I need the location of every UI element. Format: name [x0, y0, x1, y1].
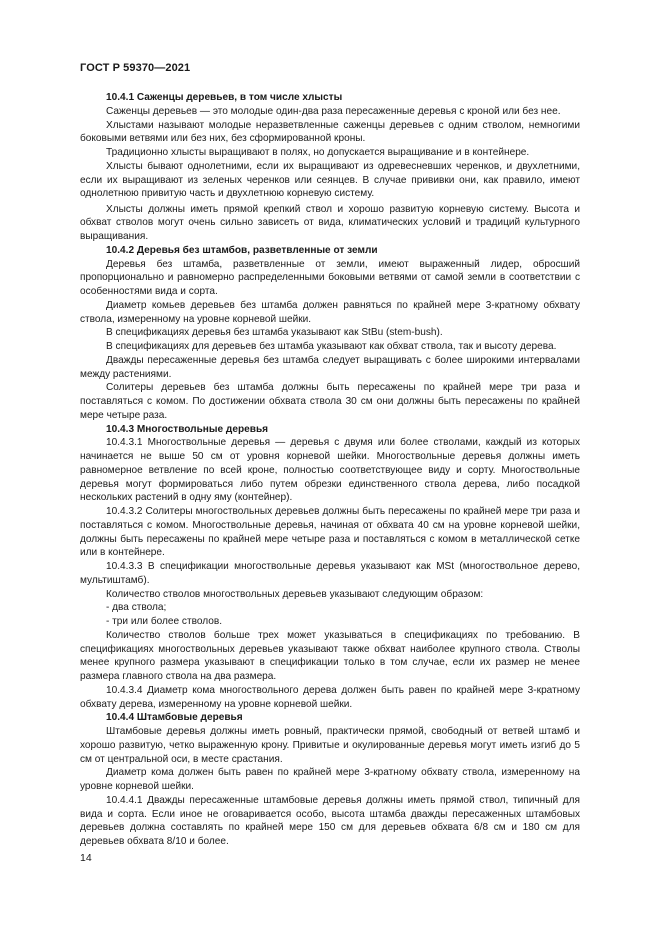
paragraph: В спецификациях деревья без штамба указывают как StBu (stem-bush).	[106, 327, 443, 339]
paragraph: Традиционно хлысты выращивают в полях, но допускается выращивание и в контейнере.	[106, 147, 530, 158]
paragraph: 10.4.3.4 Диаметр кома многоствольного дерева должен быть равен по крайней мере 3-кратному обхвату дерева, измеренному на уровне корневой шейки.	[80, 684, 580, 710]
section-heading: 10.4.1 Саженцы деревьев, в том числе хлысты	[106, 92, 343, 103]
paragraph: Диаметр кома должен быть равен по крайней мере 3-кратному обхвату ствола, измеренному на уровне корневой шейки.	[80, 767, 580, 792]
paragraph: Дважды пересаженные деревья без штамба следует выращивать с более широкими интервалами между растениями.	[80, 354, 580, 380]
paragraph: Штамбовые деревья должны иметь ровный, практически прямой, свободный от ветвей штамб и хорошо развитую, четко выраженную крону. Привитые и окулированные деревья могут иметь изгиб до 5 см от центральной оси, в месте срастания.	[80, 726, 580, 765]
paragraph: Диаметр комьев деревьев без штамба должен равняться по крайней мере 3-кратному обхвату ствола, измеренному на уровне корневой шейки.	[80, 299, 580, 325]
section-heading: 10.4.4 Штамбовые деревья	[106, 712, 243, 724]
paragraph: Деревья без штамба, разветвленные от земли, имеют выраженный лидер, обросший пропорционально и равномерно распределенными боковыми ветвями от самой земли в соответствии с особенностями вида и сорта.	[80, 258, 580, 297]
document-body	[80, 91, 580, 849]
paragraph: Саженцы деревьев — это молодые один-два раза пересаженные деревья с кроной или без нее.	[106, 105, 561, 117]
paragraph: Хлысты должны иметь прямой крепкий ствол и хорошо развитую корневую систему. Высота и обхват стволов могут очень сильно зависеть от вида, климатических условий и традиций культурного выращивания.	[80, 203, 580, 242]
paragraph: Солитеры деревьев без штамба должны быть пересажены по крайней мере три раза и поставляться с комом. По достижении обхвата ствола 30 см они должны быть пересажены по крайней мере четыре раза.	[80, 382, 580, 421]
list-item: - два ствола;	[106, 602, 167, 614]
paragraph: Хлыстами называют молодые неразветвленные саженцы деревьев с одним стволом, немногими боковыми ветвями или без них, без сформированной кроны.	[80, 119, 580, 145]
paragraph: Количество стволов многоствольных деревьев указывают следующим образом:	[106, 588, 484, 600]
document-header: ГОСТ Р 59370—2021	[80, 62, 191, 74]
paragraph: 10.4.4.1 Дважды пересаженные штамбовые деревья должны иметь прямой ствол, типичный для вида и сорта. Если иное не оговаривается особо, высота штамба дважды пересаженных штамбовых деревьев должна составлять по крайней мере 150 см для деревьев обхвата 6/8 см и 180 см для деревьев обхвата 8/10 и более.	[80, 794, 580, 847]
paragraph: 10.4.3.3 В спецификации многоствольные деревья указывают как MSt (многоствольное дерево, мультиштамб).	[80, 561, 580, 586]
section-heading: 10.4.2 Деревья без штамбов, разветвленные от земли	[106, 244, 378, 256]
paragraph: В спецификациях для деревьев без штамба указывают как обхват ствола, так и высоту дерева.	[106, 341, 557, 352]
paragraph: 10.4.3.1 Многоствольные деревья — деревья с двумя или более стволами, каждый из которых начинается не выше 50 см от уровня корневой шейки. Многоствольные деревья должны иметь равномерное ветвление по всей кроне, полностью соответствующее виду и сорту. Многоствольные деревья могут формироваться либо путем обрезки единственного ствола дерева, либо посадкой нескольких растений в одну яму (контейнер).	[80, 437, 580, 504]
section-heading: 10.4.3 Многоствольные деревья	[106, 423, 269, 435]
paragraph: Количество стволов больше трех может указываться в спецификациях по требованию. В спецификациях многоствольных деревьев указывают также обхват наиболее крупного ствола. Стволы менее крупного размера указывают в спецификации только в том случае, если их размер не менее размера главного ствола на два размера.	[80, 629, 580, 682]
paragraph: 10.4.3.2 Солитеры многоствольных деревьев должны быть пересажены по крайней мере три раза и поставляться с комом. Многоствольные деревья, начиная от обхвата 40 см на уровне корневой шейки, должны быть пересажены по крайней мере четыре раза и поставляться с комом в металлической сетке или в контейнере.	[80, 506, 580, 559]
paragraph: Хлысты бывают однолетними, если их выращивают из одревесневших черенков, и двухлетними, если их выращивают из зеленых черенков или сеянцев. В случае прививки они, как правило, имеют однолетнюю привитую часть и двухлетнюю корневую систему.	[80, 160, 580, 200]
list-item: - три или более стволов.	[106, 616, 223, 627]
page-number: 14	[80, 852, 92, 864]
